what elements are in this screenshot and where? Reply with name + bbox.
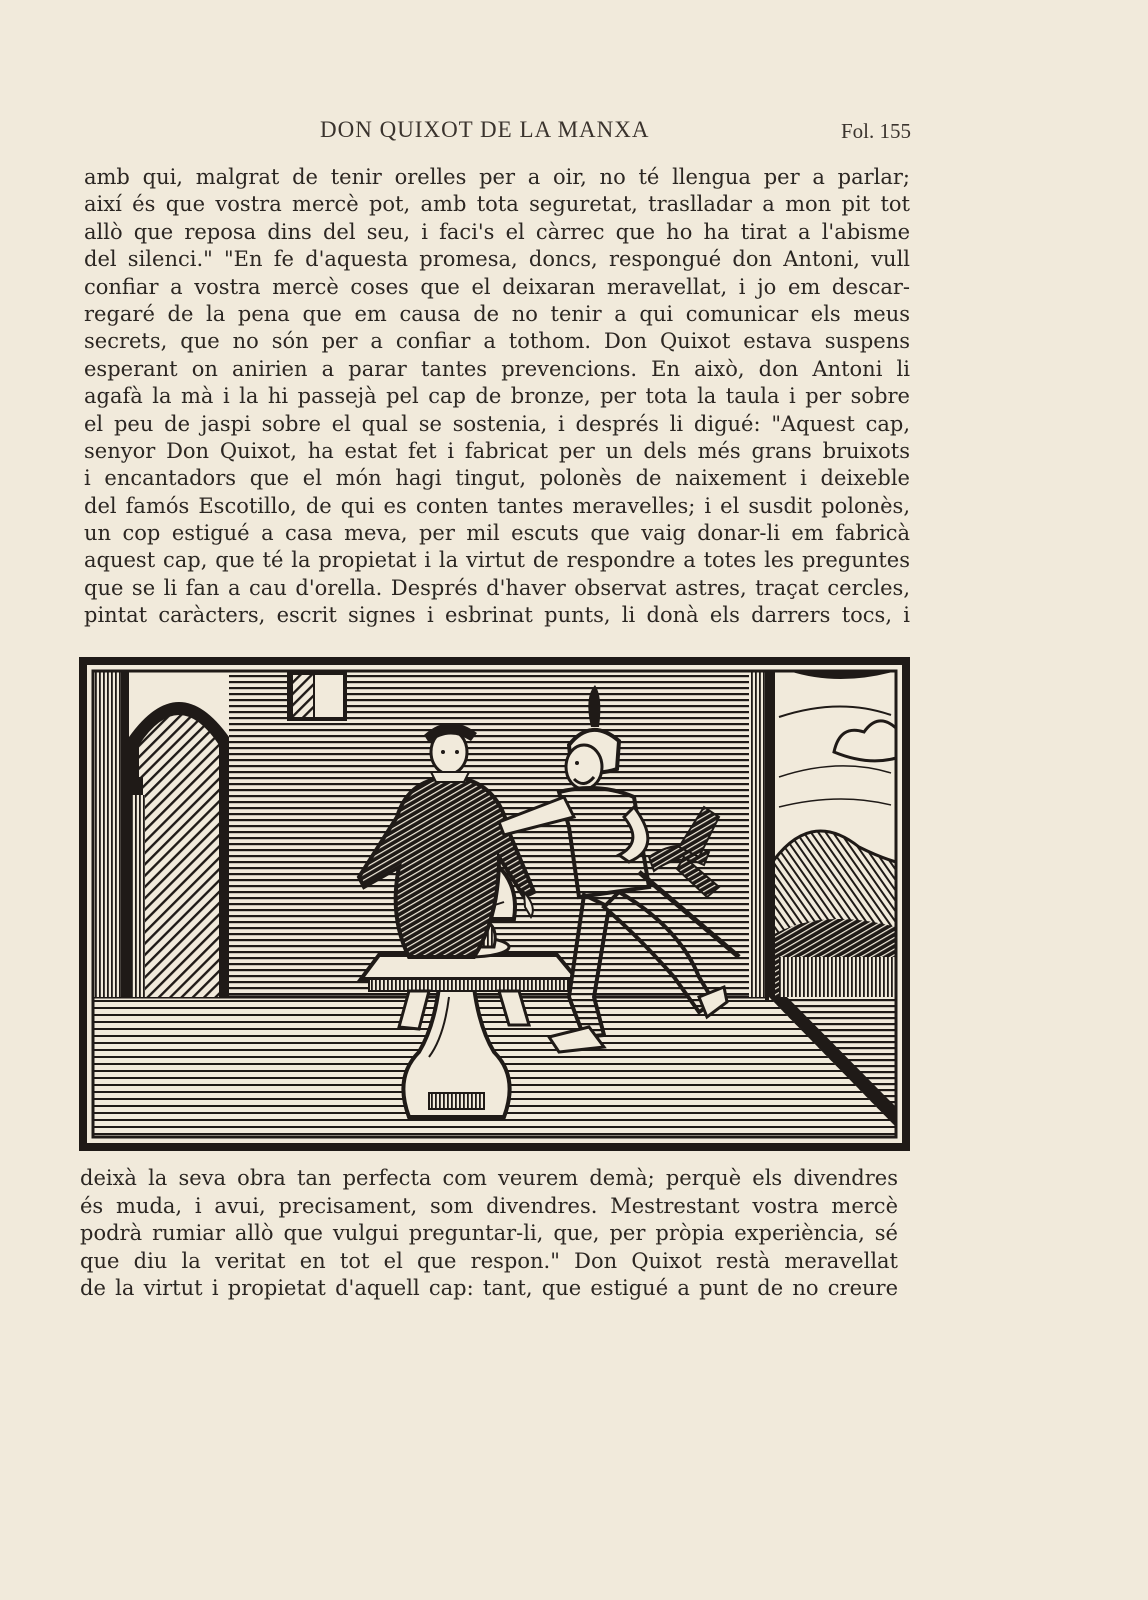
text-line: agafà la mà i la hi passejà pel cap de bronze, per tota la taula i per sobre [84, 384, 910, 409]
text-line: allò que reposa dins del seu, i faci's el càrrec que ho ha tirat a l'abisme [84, 219, 910, 244]
text-line: esperant on anirien a parar tantes prevencions. En això, don Antoni li [84, 356, 910, 381]
text-line: pintat caràcters, escrit signes i esbrinat punts, li donà els darrers tocs, i [84, 603, 910, 628]
woodcut-illustration [79, 657, 910, 1151]
text-line: podrà rumiar allò que vulgui preguntar-li, que, per pròpia experiència, sé [80, 1221, 898, 1245]
body-text-top [84, 164, 910, 630]
body-text-bottom [80, 1165, 898, 1303]
text-line: regaré de la pena que em causa de no tenir a qui comunicar els meus [84, 301, 910, 326]
text-line: senyor Don Quixot, ha estat fet i fabricat per un dels més grans bruixots [84, 438, 910, 463]
text-line: deixà la seva obra tan perfecta com veurem demà; perquè els divendres [80, 1166, 898, 1190]
text-line: i encantadors que el món hagi tingut, polonès de naixement i deixeble [84, 466, 910, 491]
left-column [93, 671, 121, 997]
text-line: secrets, que no són per a confiar a tothom. Don Quixot estava suspens [84, 329, 910, 354]
text-line: un cop estigué a casa meva, per mil escuts que vaig donar-li em fabricà [84, 521, 910, 546]
text-line: aquest cap, que té la propietat i la virtut de respondre a totes les preguntes [84, 548, 910, 573]
text-line: del silenci." "En fe d'aquesta promesa, doncs, respongué don Antoni, vull [84, 247, 910, 272]
text-line: així és que vostra mercè pot, amb tota seguretat, traslladar a mon pit tot [84, 192, 910, 217]
text-line: que diu la veritat en tot el que respon." Don Quixot restà meravellat [80, 1248, 898, 1273]
text-line: del famós Escotillo, de qui es conten tantes meravelles; i el susdit polonès, [84, 493, 910, 518]
text-line: el peu de jaspi sobre el qual se sostenia, i després li digué: "Aquest cap, [84, 411, 910, 436]
running-head [0, 117, 1148, 147]
text-line: confiar a vostra mercè coses que el deixaran meravellat, i jo em descar- [84, 274, 910, 299]
running-title: DON QUIXOT DE LA MANXA [320, 117, 650, 142]
text-line: de la virtut i propietat d'aquell cap: tant, que estigué a punt de no creure [80, 1276, 898, 1300]
folio-number: Fol. 155 [841, 119, 912, 143]
text-line: que se li fan a cau d'orella. Després d'haver observat astres, traçat cercles, [84, 575, 910, 600]
text-line: amb qui, malgrat de tenir orelles per a oir, no té llengua per a parlar; [84, 165, 910, 189]
text-line: és muda, i avui, precisament, som divendres. Mestrestant vostra mercè [80, 1193, 898, 1218]
